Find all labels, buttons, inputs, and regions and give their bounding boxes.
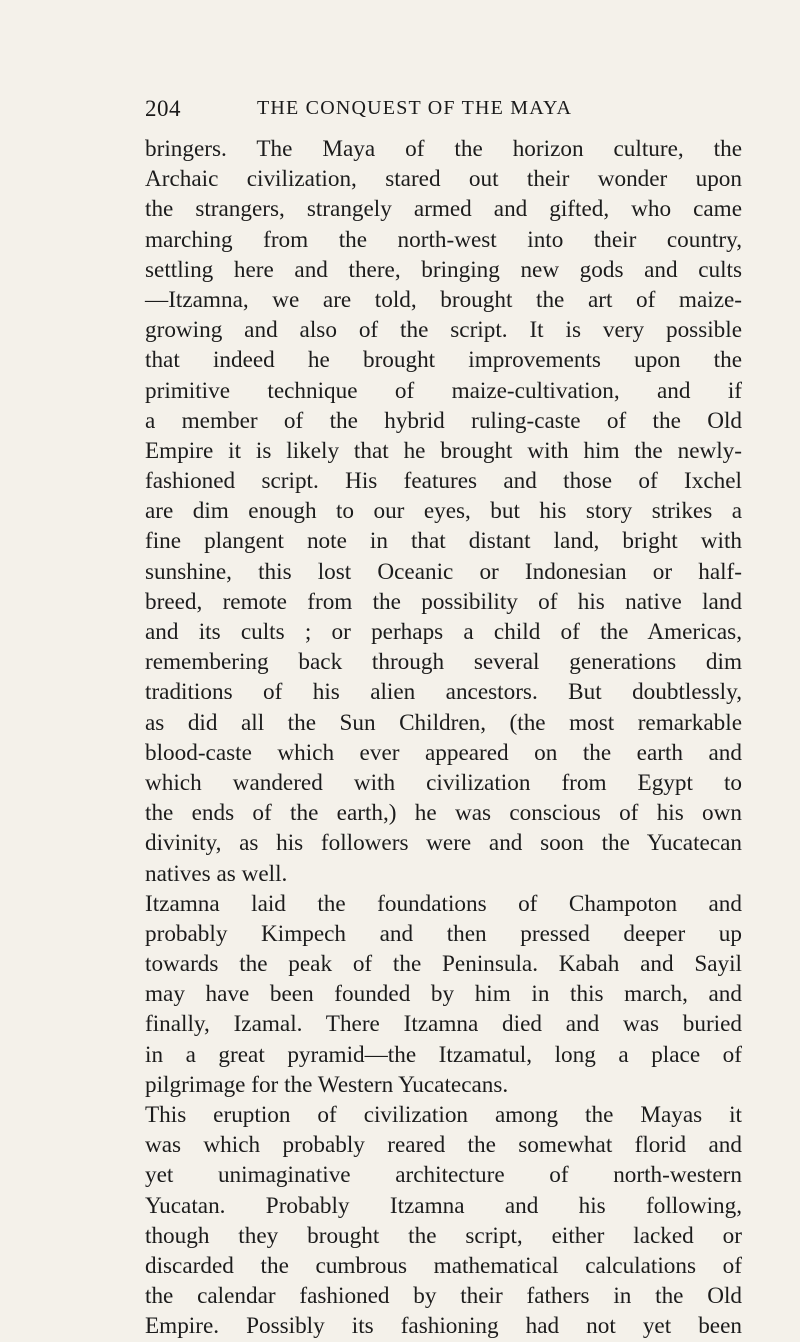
text-line: the strangers, strangely armed and gifted, who came [145, 196, 742, 223]
text-line: blood-caste which ever appeared on the earth and [145, 739, 742, 766]
text-line: and its cults ; or perhaps a child of the Americas, [145, 619, 742, 645]
text-line: This eruption of civilization among the Mayas it [145, 1102, 742, 1128]
text-line: growing and also of the script. It is very possible [145, 317, 742, 344]
text-line: are dim enough to our eyes, but his story strikes a [145, 498, 742, 525]
text-line: as did all the Sun Children, (the most remarkable [145, 709, 742, 736]
text-line: —Itzamna, we are told, brought the art of maize- [145, 286, 742, 313]
text-line: natives as well. [145, 860, 288, 887]
text-line: sunshine, this lost Oceanic or Indonesian or half- [145, 558, 742, 585]
text-line: Yucatan. Probably Itzamna and his following, [145, 1192, 742, 1219]
page-number: 204 [145, 96, 181, 121]
text-line: settling here and there, bringing new gods and cults [145, 256, 742, 283]
running-title: THE CONQUEST OF THE MAYA [257, 97, 573, 119]
text-line: primitive technique of maize-cultivation, and if [145, 377, 742, 404]
text-line: pilgrimage for the Western Yucatecans. [145, 1071, 509, 1098]
text-line: towards the peak of the Peninsula. Kabah and Sayil [145, 951, 742, 978]
text-line: Empire. Possibly its fashioning had not yet been [145, 1313, 742, 1340]
text-line: Itzamna laid the foundations of Champoton and [145, 890, 742, 917]
text-line: fine plangent note in that distant land, bright with [145, 528, 742, 555]
text-line: yet unimaginative architecture of north-western [145, 1162, 742, 1189]
text-line: bringers. The Maya of the horizon culture, the [145, 136, 742, 162]
text-line: traditions of his alien ancestors. But doubtlessly, [145, 679, 742, 706]
text-line: a member of the hybrid ruling-caste of the Old [145, 407, 742, 434]
text-line: in a great pyramid—the Itzamatul, long a place of [145, 1041, 742, 1068]
text-line: that indeed he brought improvements upon the [145, 347, 742, 374]
text-line: divinity, as his followers were and soon the Yucatecan [145, 830, 742, 857]
text-line: probably Kimpech and then pressed deeper up [145, 920, 742, 947]
text-line: which wandered with civilization from Egypt to [145, 769, 742, 796]
text-line: was which probably reared the somewhat florid and [145, 1132, 742, 1159]
text-line: may have been founded by him in this march, and [145, 981, 742, 1008]
text-line: remembering back through several generations dim [145, 649, 742, 676]
text-line: marching from the north-west into their country, [145, 226, 742, 253]
text-line: though they brought the script, either lacked or [145, 1222, 742, 1249]
text-line: finally, Izamal. There Itzamna died and was buried [145, 1011, 742, 1038]
text-line: Archaic civilization, stared out their wonder upon [145, 166, 742, 193]
text-line: fashioned script. His features and those of Ixchel [145, 468, 742, 495]
body-text [145, 134, 742, 1342]
text-line: discarded the cumbrous mathematical calculations of [145, 1252, 742, 1279]
text-line: the calendar fashioned by their fathers in the Old [145, 1283, 742, 1310]
running-header [145, 96, 745, 126]
text-line: Empire it is likely that he brought with him the newly- [145, 437, 742, 464]
text-line: the ends of the earth,) he was conscious of his own [145, 800, 742, 827]
text-line: breed, remote from the possibility of his native land [145, 588, 742, 615]
